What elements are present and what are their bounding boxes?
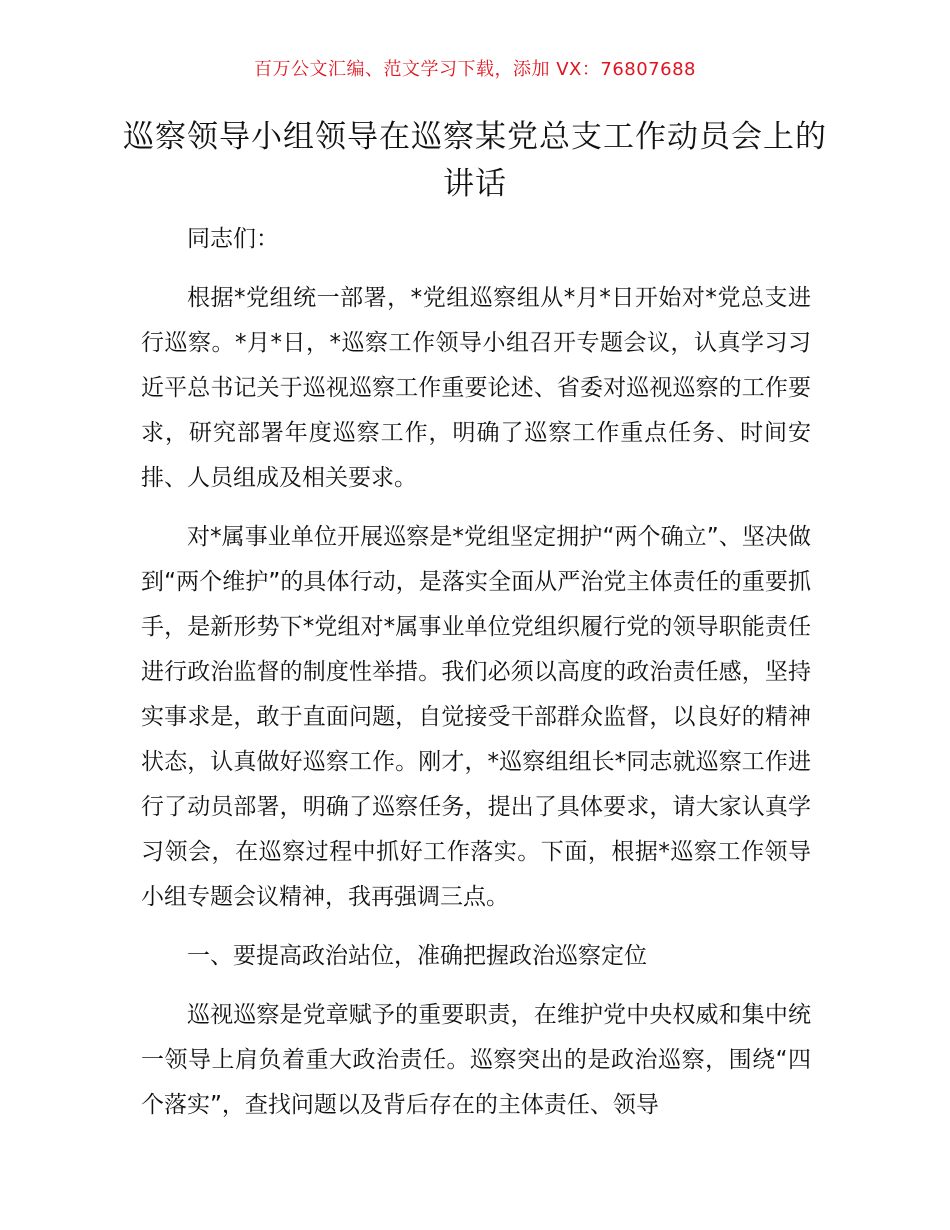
section-paragraph: 巡视巡察是党章赋予的重要职责，在维护党中央权威和集中统一领导上肩负着重大政治责任。巡察突出的是政治巡察，围绕“四个落实”，查找问题以及背后存在的主体责任、领导 (141, 1002, 811, 1118)
paragraph-1: 根据*党组统一部署，*党组巡察组从*月*日开始对*党总支进行巡察。*月*日，*巡察工作领导小组召开专题会议，认真学习习近平总书记关于巡视巡察工作重要论述、省委对巡视巡察的工作要求，研究部署年度巡察工作，明确了巡察工作重点任务、时间安排、人员组成及相关要求。 (141, 285, 811, 491)
paragraph-2: 对*属事业单位开展巡察是*党组坚定拥护“两个确立”、坚决做到“两个维护”的具体行动，是落实全面从严治党主体责任的重要抓手，是新形势下*党组对*属事业单位党组织履行党的领导职能责任进行政治监督的制度性举措。我们必须以高度的政治责任感，坚持实事求是，敢于直面问题，自觉接受干部群众监督，以良好的精神状态，认真做好巡察工作。刚才，*巡察组组长*同志就巡察工作进行了动员部署，明确了巡察任务，提出了具体要求，请大家认真学习领会，在巡察过程中抓好工作落实。下面，根据*巡察工作领导小组专题会议精神，我再强调三点。 (141, 524, 811, 910)
document-title: 巡察领导小组领导在巡察某党总支工作动员会上的讲话 (123, 119, 827, 202)
document-body (141, 217, 811, 1142)
header-note: 百万公文汇编、范文学习下载，添加 VX：76807688 (254, 59, 696, 80)
salutation: 同志们： (187, 226, 279, 252)
section-heading: 一、要提高政治站位，准确把握政治巡察定位 (187, 943, 647, 969)
